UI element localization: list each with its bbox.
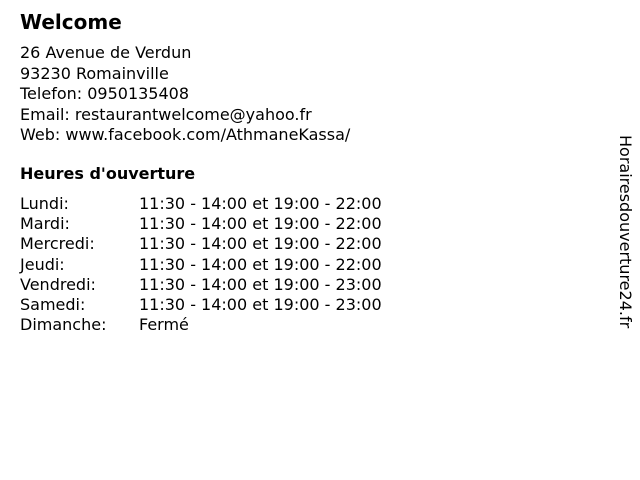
day-label: Vendredi:	[20, 274, 96, 294]
address-block	[20, 43, 350, 146]
day-label: Lundi:	[20, 194, 69, 213]
opening-hours-table	[20, 194, 382, 335]
hours-row-saturday	[20, 295, 382, 315]
day-label: Dimanche:	[20, 315, 107, 335]
hours-row-friday	[20, 275, 382, 295]
day-label: Jeudi:	[20, 254, 65, 274]
hours-row-thursday	[20, 255, 382, 275]
time-range: 11:30 - 14:00 et 19:00 - 22:00	[139, 214, 382, 234]
street-address: 26 Avenue de Verdun	[20, 43, 192, 62]
time-range: 11:30 - 14:00 et 19:00 - 23:00	[139, 295, 382, 315]
time-range: 11:30 - 14:00 et 19:00 - 22:00	[139, 254, 382, 274]
time-range: 11:30 - 14:00 et 19:00 - 22:00	[139, 194, 382, 213]
hours-row-wednesday	[20, 234, 382, 254]
time-range: 11:30 - 14:00 et 19:00 - 23:00	[139, 274, 382, 294]
website-url: Web: www.facebook.com/AthmaneKassa/	[20, 125, 351, 144]
email-address: Email: restaurantwelcome@yahoo.fr	[20, 104, 312, 124]
day-label: Samedi:	[20, 295, 86, 315]
day-label: Mardi:	[20, 214, 70, 234]
hours-row-monday	[20, 194, 382, 214]
day-label: Mercredi:	[20, 234, 95, 254]
hours-row-tuesday	[20, 214, 382, 234]
city-postal-code: 93230 Romainville	[20, 63, 169, 83]
time-range: 11:30 - 14:00 et 19:00 - 22:00	[139, 234, 382, 254]
phone-number: Telefon: 0950135408	[20, 84, 190, 103]
opening-hours-heading: Heures d'ouverture	[20, 164, 196, 183]
site-watermark: Horairesdouverture24.fr	[616, 135, 635, 329]
page-title: Welcome	[20, 10, 122, 34]
time-range: Fermé	[139, 315, 189, 335]
hours-row-sunday	[20, 315, 382, 335]
